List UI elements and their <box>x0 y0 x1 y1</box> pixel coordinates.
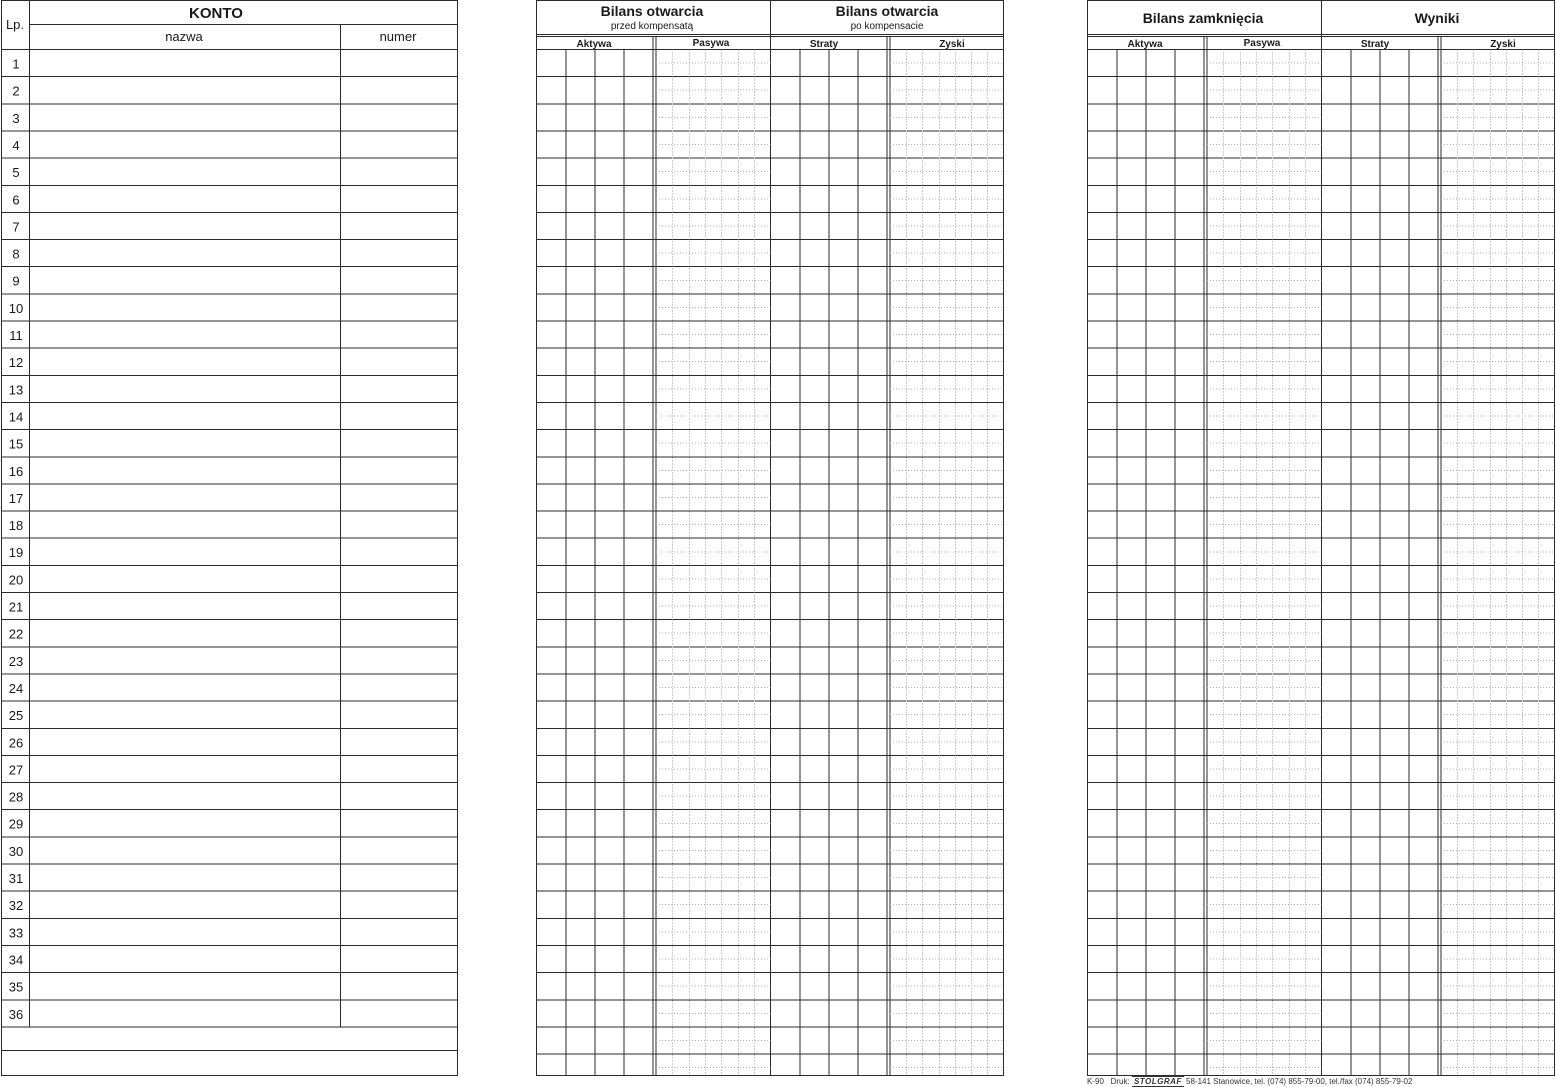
opening-before-subtitle: przed kompensatą <box>610 21 694 32</box>
printer-logo: STOLGRAF <box>1133 1077 1182 1086</box>
right-aktywa-header: Aktywa <box>1127 39 1163 50</box>
closing-balance-panel <box>1088 1 1555 1076</box>
row-number: 11 <box>9 328 23 343</box>
row-number: 23 <box>8 653 24 669</box>
row-number: 24 <box>8 680 24 696</box>
row-number: 1 <box>12 56 20 72</box>
row-number: 14 <box>8 409 24 425</box>
konto-panel <box>2 1 458 1076</box>
row-number: 20 <box>8 572 24 588</box>
mid-aktywa-header: Aktywa <box>576 39 612 50</box>
form-code: K-90 <box>1087 1077 1104 1086</box>
row-number: 29 <box>8 816 24 832</box>
printer-address: 58-141 Stanowice, tel. (074) 855-79-00, tel./fax (074) 855-79-02 <box>1186 1077 1413 1086</box>
konto-title: KONTO <box>189 5 243 22</box>
row-number: 6 <box>12 192 20 208</box>
row-number: 33 <box>8 925 24 941</box>
row-number: 21 <box>8 599 24 615</box>
row-number: 31 <box>8 871 24 886</box>
row-number: 5 <box>12 165 20 181</box>
opening-before-title: Bilans otwarcia <box>600 3 704 19</box>
print-footer <box>1087 1077 1412 1086</box>
row-number: 36 <box>8 1006 24 1022</box>
row-number: 12 <box>8 355 24 371</box>
opening-after-title: Bilans otwarcia <box>835 3 939 19</box>
druk-label: Druk: <box>1110 1077 1130 1086</box>
row-number: 4 <box>12 137 20 153</box>
row-number: 8 <box>12 246 20 262</box>
row-number: 7 <box>12 219 20 235</box>
row-number: 3 <box>12 110 20 126</box>
row-number: 16 <box>8 463 24 479</box>
opening-after-subtitle: po kompensacie <box>850 21 924 32</box>
results-title: Wyniki <box>1414 10 1460 26</box>
row-number: 26 <box>8 735 24 751</box>
row-number: 2 <box>12 83 20 99</box>
row-number: 34 <box>8 952 24 968</box>
row-number: 35 <box>8 979 24 995</box>
mid-zyski-header: Zyski <box>939 39 965 50</box>
row-number: 9 <box>12 273 20 289</box>
row-number: 28 <box>8 789 24 805</box>
numer-header: numer <box>379 29 417 44</box>
opening-balance-panel <box>537 1 1004 1076</box>
row-number: 30 <box>8 843 24 859</box>
row-number: 15 <box>8 436 24 452</box>
row-number: 18 <box>8 518 24 534</box>
row-number: 13 <box>8 382 24 398</box>
row-number: 22 <box>8 626 24 642</box>
mid-straty-header: Straty <box>809 39 839 50</box>
lp-header: Lp. <box>5 17 25 32</box>
right-straty-header: Straty <box>1360 39 1390 50</box>
right-zyski-header: Zyski <box>1490 39 1516 50</box>
row-number-column <box>9 57 23 1022</box>
row-number: 32 <box>8 898 24 914</box>
row-number: 10 <box>8 300 24 316</box>
closing-title: Bilans zamknięcia <box>1142 10 1264 26</box>
nazwa-header: nazwa <box>165 29 203 44</box>
row-number: 27 <box>8 762 24 778</box>
right-pasywa-header: Pasywa <box>1243 38 1281 49</box>
row-number: 19 <box>8 545 24 561</box>
row-number: 17 <box>8 490 24 506</box>
row-number: 25 <box>8 708 24 724</box>
mid-pasywa-header: Pasywa <box>692 38 730 49</box>
